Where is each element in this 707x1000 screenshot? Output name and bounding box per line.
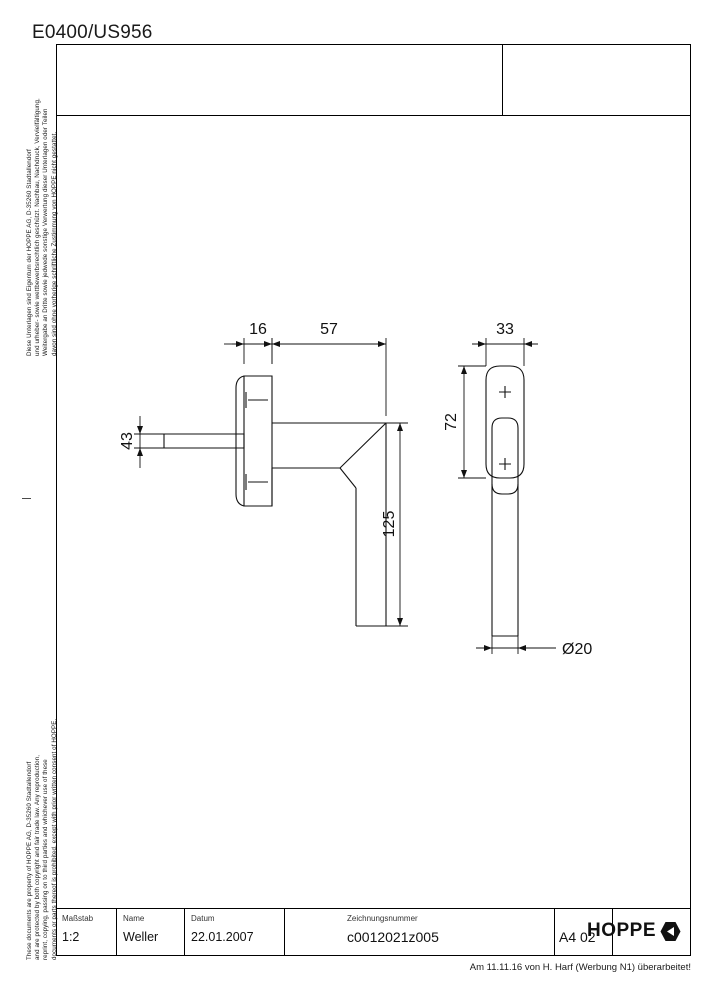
dimension-arrows — [137, 341, 532, 651]
field-drawing-number — [285, 909, 554, 956]
field-drawing-number-label: Zeichnungsnummer — [347, 914, 418, 923]
hoppe-wordmark: HOPPE — [586, 920, 656, 941]
hoppe-logo — [587, 920, 681, 942]
legal-notice-german-line-2: und urheber- sowie wettbewerbsrechtlich geschützt. Nachbau, Nachdruck, Vervielfältigung, — [34, 98, 42, 356]
legal-notice-german-line-1: Diese Unterlagen sind Eigentum der HOPPE AG, D-35260 Stadtallendorf — [26, 149, 33, 356]
hoppe-hexagon-icon — [660, 921, 681, 942]
field-name-value: Weller — [123, 930, 159, 944]
field-name-label: Name — [123, 914, 145, 923]
title-block-divider — [502, 44, 503, 116]
legal-notice-german-line-3: Weitergabe an Dritte sowie jedwede sonstige Verwertung dieser Unterlagen oder Teilen — [42, 108, 50, 356]
fold-mark-tick — [22, 498, 31, 499]
field-date — [185, 909, 284, 956]
legal-notice-english — [26, 719, 59, 960]
revision-footnote: Am 11.11.16 von H. Harf (Werbung N1) überarbeitet! — [469, 962, 691, 973]
legal-notice-english-line-1: These documents are property of HOPPE AG, D-35260 Stadtallendorf — [26, 761, 33, 960]
dimension-125-label: 125 — [381, 510, 398, 538]
technical-drawing-svg — [56, 116, 691, 886]
front-view-geometry — [486, 366, 524, 636]
field-drawing-number-value: c0012021z005 — [347, 929, 439, 945]
title-block-header — [56, 44, 691, 116]
page-title: E0400/US956 — [32, 22, 153, 43]
field-scale-value: 1:2 — [62, 930, 80, 944]
dimension-72-label: 72 — [443, 413, 460, 431]
field-date-label: Datum — [191, 914, 215, 923]
field-sheet-format-value: A4 02 — [559, 929, 596, 945]
field-date-value: 22.01.2007 — [191, 930, 254, 944]
field-scale — [56, 909, 116, 956]
brand-logo-cell — [586, 909, 691, 956]
legal-notice-german — [26, 98, 59, 356]
field-name — [117, 909, 184, 956]
dimension-57-label: 57 — [320, 321, 338, 338]
dimension-16-label: 16 — [249, 321, 267, 338]
dimension-diameter-20-label: Ø20 — [562, 641, 593, 658]
title-block-footer — [56, 908, 691, 956]
drawing-area — [56, 116, 691, 886]
dimension-43-label: 43 — [119, 432, 136, 450]
side-view-geometry — [164, 376, 386, 626]
dimension-33-label: 33 — [496, 321, 514, 338]
field-scale-label: Maßstab — [62, 914, 94, 923]
legal-notice-english-line-2: and are protected by both copyright and fair trade law. Any reproduction, — [34, 754, 42, 960]
legal-notice-german-line-4: davon sind ohne vorherige schriftliche Zustimmung von HOPPE nicht gestattet. — [50, 131, 58, 356]
dimension-lines — [134, 338, 556, 654]
legal-notice-english-line-4: documents or parts thereof is prohibited, except with prior written consent of HOPPE. — [50, 718, 58, 960]
legal-notice-english-line-3: reprint, copying, passing on to third parties and whichever use of these — [42, 759, 50, 960]
